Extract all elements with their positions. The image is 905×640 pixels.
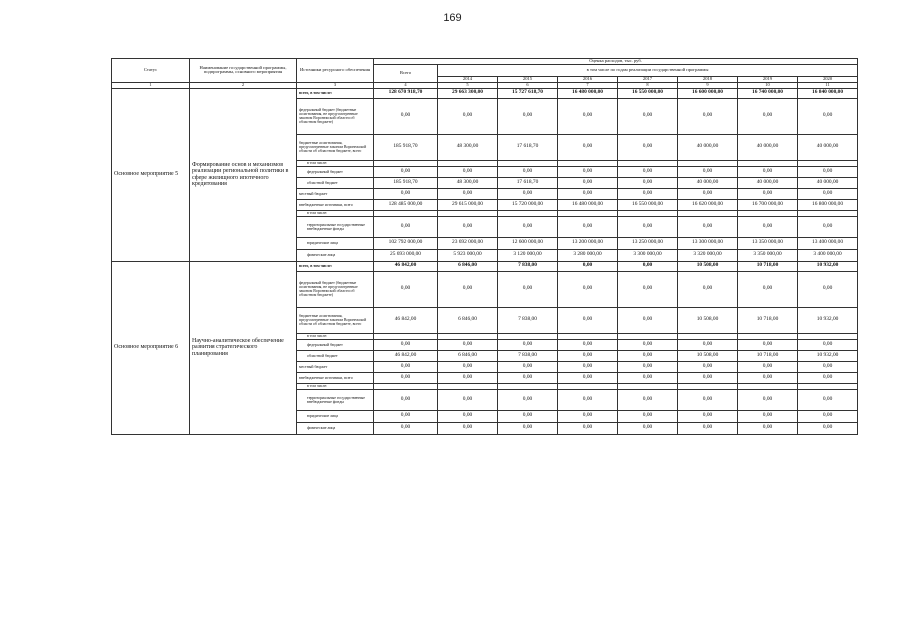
amount-cell: 0,00 [498,410,558,422]
amount-cell: 10 508,00 [678,261,738,271]
amount-cell: 0,00 [618,188,678,199]
amount-cell: 16 480 000,00 [558,199,618,210]
amount-cell: 0,00 [498,188,558,199]
amount-cell: 6 846,00 [438,350,498,361]
amount-cell: 0,00 [678,188,738,199]
amount-cell: 3 320 000,00 [678,249,738,261]
amount-cell: 0,00 [618,134,678,160]
amount-cell: 16 800 000,00 [798,199,858,210]
amount-cell: 0,00 [558,372,618,383]
amount-cell: 0,00 [498,389,558,410]
amount-cell: 0,00 [738,98,798,134]
header-source: Источники ресурсного обеспечения [297,59,374,83]
amount-cell: 0,00 [374,271,438,307]
amount-cell: 0,00 [438,372,498,383]
amount-cell: 0,00 [738,271,798,307]
amount-cell: 0,00 [678,361,738,372]
funding-source-cell: бюджетные ассигнования, предусмотренные законом Воронежской области об областном бюджете, всего [297,307,374,333]
amount-cell: 0,00 [618,261,678,271]
header-year: 2017 [618,76,678,82]
amount-cell: 29 615 000,00 [438,199,498,210]
column-number: 3 [297,82,374,88]
amount-cell: 0,00 [438,271,498,307]
funding-source-cell: федеральный бюджет (бюджетные ассигнования, не предусмотренные законом Воронежской области об областном бюджете) [297,271,374,307]
amount-cell: 0,00 [438,361,498,372]
amount-cell: 0,00 [374,166,438,177]
amount-cell: 23 692 000,00 [438,237,498,249]
amount-cell: 0,00 [558,134,618,160]
amount-cell: 17 618,70 [498,134,558,160]
amount-cell: 0,00 [498,98,558,134]
amount-cell: 0,00 [678,216,738,237]
amount-cell: 0,00 [374,410,438,422]
budget-table [111,58,858,435]
amount-cell: 0,00 [558,261,618,271]
amount-cell: 0,00 [618,361,678,372]
amount-cell: 15 720 000,00 [498,199,558,210]
amount-cell: 10 508,00 [678,307,738,333]
amount-cell: 3 350 000,00 [738,249,798,261]
amount-cell: 102 792 000,00 [374,237,438,249]
amount-cell: 185 918,70 [374,134,438,160]
amount-cell: 46 842,00 [374,307,438,333]
amount-cell: 40 000,00 [738,134,798,160]
amount-cell: 0,00 [738,216,798,237]
amount-cell: 25 693 000,00 [374,249,438,261]
funding-source-cell: местный бюджет [297,361,374,372]
amount-cell: 10 718,00 [738,261,798,271]
amount-cell: 0,00 [374,372,438,383]
amount-cell: 0,00 [374,361,438,372]
funding-source-cell: территориальные государственные внебюджетные фонды [297,389,374,410]
amount-cell: 0,00 [618,307,678,333]
amount-cell: 0,00 [798,271,858,307]
column-number: 11 [798,82,858,88]
column-number: 4 [374,82,438,88]
amount-cell: 3 120 000,00 [498,249,558,261]
amount-cell: 0,00 [798,372,858,383]
page-number: 169 [443,12,462,24]
funding-source-cell: физические лица [297,422,374,434]
header-by-years: в том числе по годам реализации государственной программы [438,64,858,76]
column-number: 9 [678,82,738,88]
amount-cell: 0,00 [498,216,558,237]
amount-cell: 128 670 918,70 [374,88,438,98]
amount-cell: 0,00 [618,350,678,361]
amount-cell: 0,00 [678,389,738,410]
amount-cell: 7 838,00 [498,261,558,271]
amount-cell: 0,00 [438,422,498,434]
amount-cell: 46 842,00 [374,350,438,361]
amount-cell: 3 400 000,00 [798,249,858,261]
amount-cell: 3 300 000,00 [618,249,678,261]
amount-cell: 10 932,00 [798,350,858,361]
header-estimate: Оценка расходов, тыс. руб. [374,59,858,65]
amount-cell: 13 300 000,00 [678,237,738,249]
funding-source-cell: всего, в том числе: [297,261,374,271]
amount-cell: 128 485 000,00 [374,199,438,210]
amount-cell: 0,00 [374,98,438,134]
amount-cell: 0,00 [558,271,618,307]
amount-cell: 0,00 [438,410,498,422]
amount-cell: 0,00 [798,422,858,434]
amount-cell: 185 918,70 [374,177,438,188]
funding-source-cell: всего, в том числе: [297,88,374,98]
amount-cell: 0,00 [558,361,618,372]
amount-cell: 0,00 [798,389,858,410]
amount-cell: 16 550 000,00 [618,88,678,98]
amount-cell: 6 846,00 [438,307,498,333]
amount-cell: 0,00 [738,339,798,350]
amount-cell: 0,00 [374,339,438,350]
amount-cell: 0,00 [738,166,798,177]
funding-source-cell: местный бюджет [297,188,374,199]
header-year: 2015 [498,76,558,82]
amount-cell: 0,00 [618,166,678,177]
amount-cell: 0,00 [558,410,618,422]
amount-cell: 17 618,70 [498,177,558,188]
amount-cell: 10 508,00 [678,350,738,361]
amount-cell: 0,00 [798,339,858,350]
amount-cell: 7 838,00 [498,350,558,361]
amount-cell: 0,00 [798,410,858,422]
program-name-cell: Научно-аналитическое обеспечение развития стратегического планирования [190,261,297,434]
amount-cell: 0,00 [558,98,618,134]
amount-cell: 0,00 [798,188,858,199]
program-name-cell: Формирование основ и механизмов реализации региональной политики в сфере жилищного ипотечного кредитования [190,88,297,261]
funding-source-cell: в том числе: [297,333,374,339]
table-row [112,88,858,98]
amount-cell: 16 550 000,00 [618,199,678,210]
amount-cell: 0,00 [618,389,678,410]
funding-source-cell: бюджетные ассигнования, предусмотренные законом Воронежской области об областном бюджете, всего [297,134,374,160]
amount-cell: 40 000,00 [798,177,858,188]
amount-cell: 0,00 [798,166,858,177]
amount-cell: 15 727 618,70 [498,88,558,98]
amount-cell: 0,00 [738,389,798,410]
amount-cell: 6 846,00 [438,261,498,271]
amount-cell: 46 842,00 [374,261,438,271]
column-number: 5 [438,82,498,88]
column-number: 2 [190,82,297,88]
amount-cell: 0,00 [558,339,618,350]
amount-cell: 0,00 [438,188,498,199]
amount-cell: 0,00 [678,372,738,383]
amount-cell: 0,00 [618,422,678,434]
column-number: 8 [618,82,678,88]
amount-cell: 48 300,00 [438,134,498,160]
header-year: 2016 [558,76,618,82]
funding-source-cell: в том числе: [297,383,374,389]
amount-cell: 0,00 [374,422,438,434]
amount-cell: 0,00 [678,98,738,134]
amount-cell: 0,00 [738,410,798,422]
funding-source-cell: территориальные государственные внебюджетные фонды [297,216,374,237]
amount-cell: 0,00 [678,271,738,307]
amount-cell: 10 932,00 [798,261,858,271]
funding-source-cell: внебюджетные источники, всего [297,372,374,383]
column-number: 1 [112,82,190,88]
amount-cell: 48 300,00 [438,177,498,188]
amount-cell: 0,00 [374,389,438,410]
funding-source-cell: федеральный бюджет [297,166,374,177]
amount-cell: 0,00 [618,339,678,350]
amount-cell: 0,00 [498,271,558,307]
amount-cell: 0,00 [498,339,558,350]
amount-cell: 0,00 [498,422,558,434]
amount-cell: 0,00 [558,188,618,199]
amount-cell: 10 718,00 [738,307,798,333]
funding-source-cell: физические лица [297,249,374,261]
header-total: Всего [374,64,438,82]
amount-cell: 0,00 [438,166,498,177]
amount-cell: 16 840 000,00 [798,88,858,98]
amount-cell: 0,00 [738,188,798,199]
amount-cell: 29 663 300,00 [438,88,498,98]
funding-source-cell: федеральный бюджет [297,339,374,350]
amount-cell: 16 480 000,00 [558,88,618,98]
amount-cell: 16 700 000,00 [738,199,798,210]
amount-cell: 3 280 000,00 [558,249,618,261]
amount-cell: 0,00 [558,177,618,188]
amount-cell: 12 600 000,00 [498,237,558,249]
funding-source-cell: юридические лица [297,237,374,249]
amount-cell: 0,00 [374,188,438,199]
funding-source-cell: в том числе: [297,160,374,166]
amount-cell: 0,00 [558,389,618,410]
column-number: 7 [558,82,618,88]
amount-cell: 0,00 [738,361,798,372]
amount-cell: 0,00 [738,372,798,383]
status-cell: Основное мероприятие 5 [112,88,190,261]
header-year: 2018 [678,76,738,82]
amount-cell: 13 350 000,00 [738,237,798,249]
amount-cell: 0,00 [618,216,678,237]
amount-cell: 16 620 000,00 [678,199,738,210]
amount-cell: 0,00 [558,422,618,434]
amount-cell: 7 838,00 [498,307,558,333]
amount-cell: 16 600 000,00 [678,88,738,98]
amount-cell: 5 923 000,00 [438,249,498,261]
amount-cell: 0,00 [558,216,618,237]
amount-cell: 0,00 [618,372,678,383]
amount-cell: 0,00 [618,410,678,422]
amount-cell: 40 000,00 [738,177,798,188]
amount-cell: 13 400 000,00 [798,237,858,249]
funding-source-cell: в том числе: [297,210,374,216]
status-cell: Основное мероприятие 6 [112,261,190,434]
table-body [112,88,858,434]
amount-cell: 40 000,00 [798,134,858,160]
amount-cell: 0,00 [738,422,798,434]
amount-cell: 40 000,00 [678,134,738,160]
amount-cell: 0,00 [498,361,558,372]
amount-cell: 0,00 [438,389,498,410]
amount-cell: 0,00 [558,350,618,361]
funding-source-cell: областной бюджет [297,177,374,188]
amount-cell: 0,00 [558,166,618,177]
header-year: 2019 [738,76,798,82]
amount-cell: 10 718,00 [738,350,798,361]
amount-cell: 16 740 000,00 [738,88,798,98]
column-number: 10 [738,82,798,88]
amount-cell: 0,00 [558,307,618,333]
amount-cell: 0,00 [498,372,558,383]
amount-cell: 0,00 [678,339,738,350]
amount-cell: 0,00 [798,361,858,372]
amount-cell: 0,00 [678,166,738,177]
amount-cell: 0,00 [618,98,678,134]
amount-cell: 0,00 [678,410,738,422]
amount-cell: 10 932,00 [798,307,858,333]
amount-cell: 0,00 [374,216,438,237]
column-number: 6 [498,82,558,88]
amount-cell: 0,00 [618,177,678,188]
amount-cell: 13 200 000,00 [558,237,618,249]
amount-cell: 0,00 [798,98,858,134]
header-year: 2014 [438,76,498,82]
funding-source-cell: федеральный бюджет (бюджетные ассигнования, не предусмотренные законом Воронежской области об областном бюджете) [297,98,374,134]
funding-source-cell: юридические лица [297,410,374,422]
table-row [112,261,858,271]
funding-source-cell: внебюджетные источники, всего [297,199,374,210]
amount-cell: 0,00 [438,216,498,237]
amount-cell: 0,00 [798,216,858,237]
amount-cell: 0,00 [438,339,498,350]
amount-cell: 0,00 [438,98,498,134]
amount-cell: 0,00 [618,271,678,307]
header-year: 2020 [798,76,858,82]
funding-source-cell: областной бюджет [297,350,374,361]
amount-cell: 13 250 000,00 [618,237,678,249]
header-status: Статус [112,59,190,83]
amount-cell: 40 000,00 [678,177,738,188]
amount-cell: 0,00 [678,422,738,434]
header-name: Наименование государственной программы, подпрограммы, основного мероприятия [190,59,297,83]
amount-cell: 0,00 [498,166,558,177]
